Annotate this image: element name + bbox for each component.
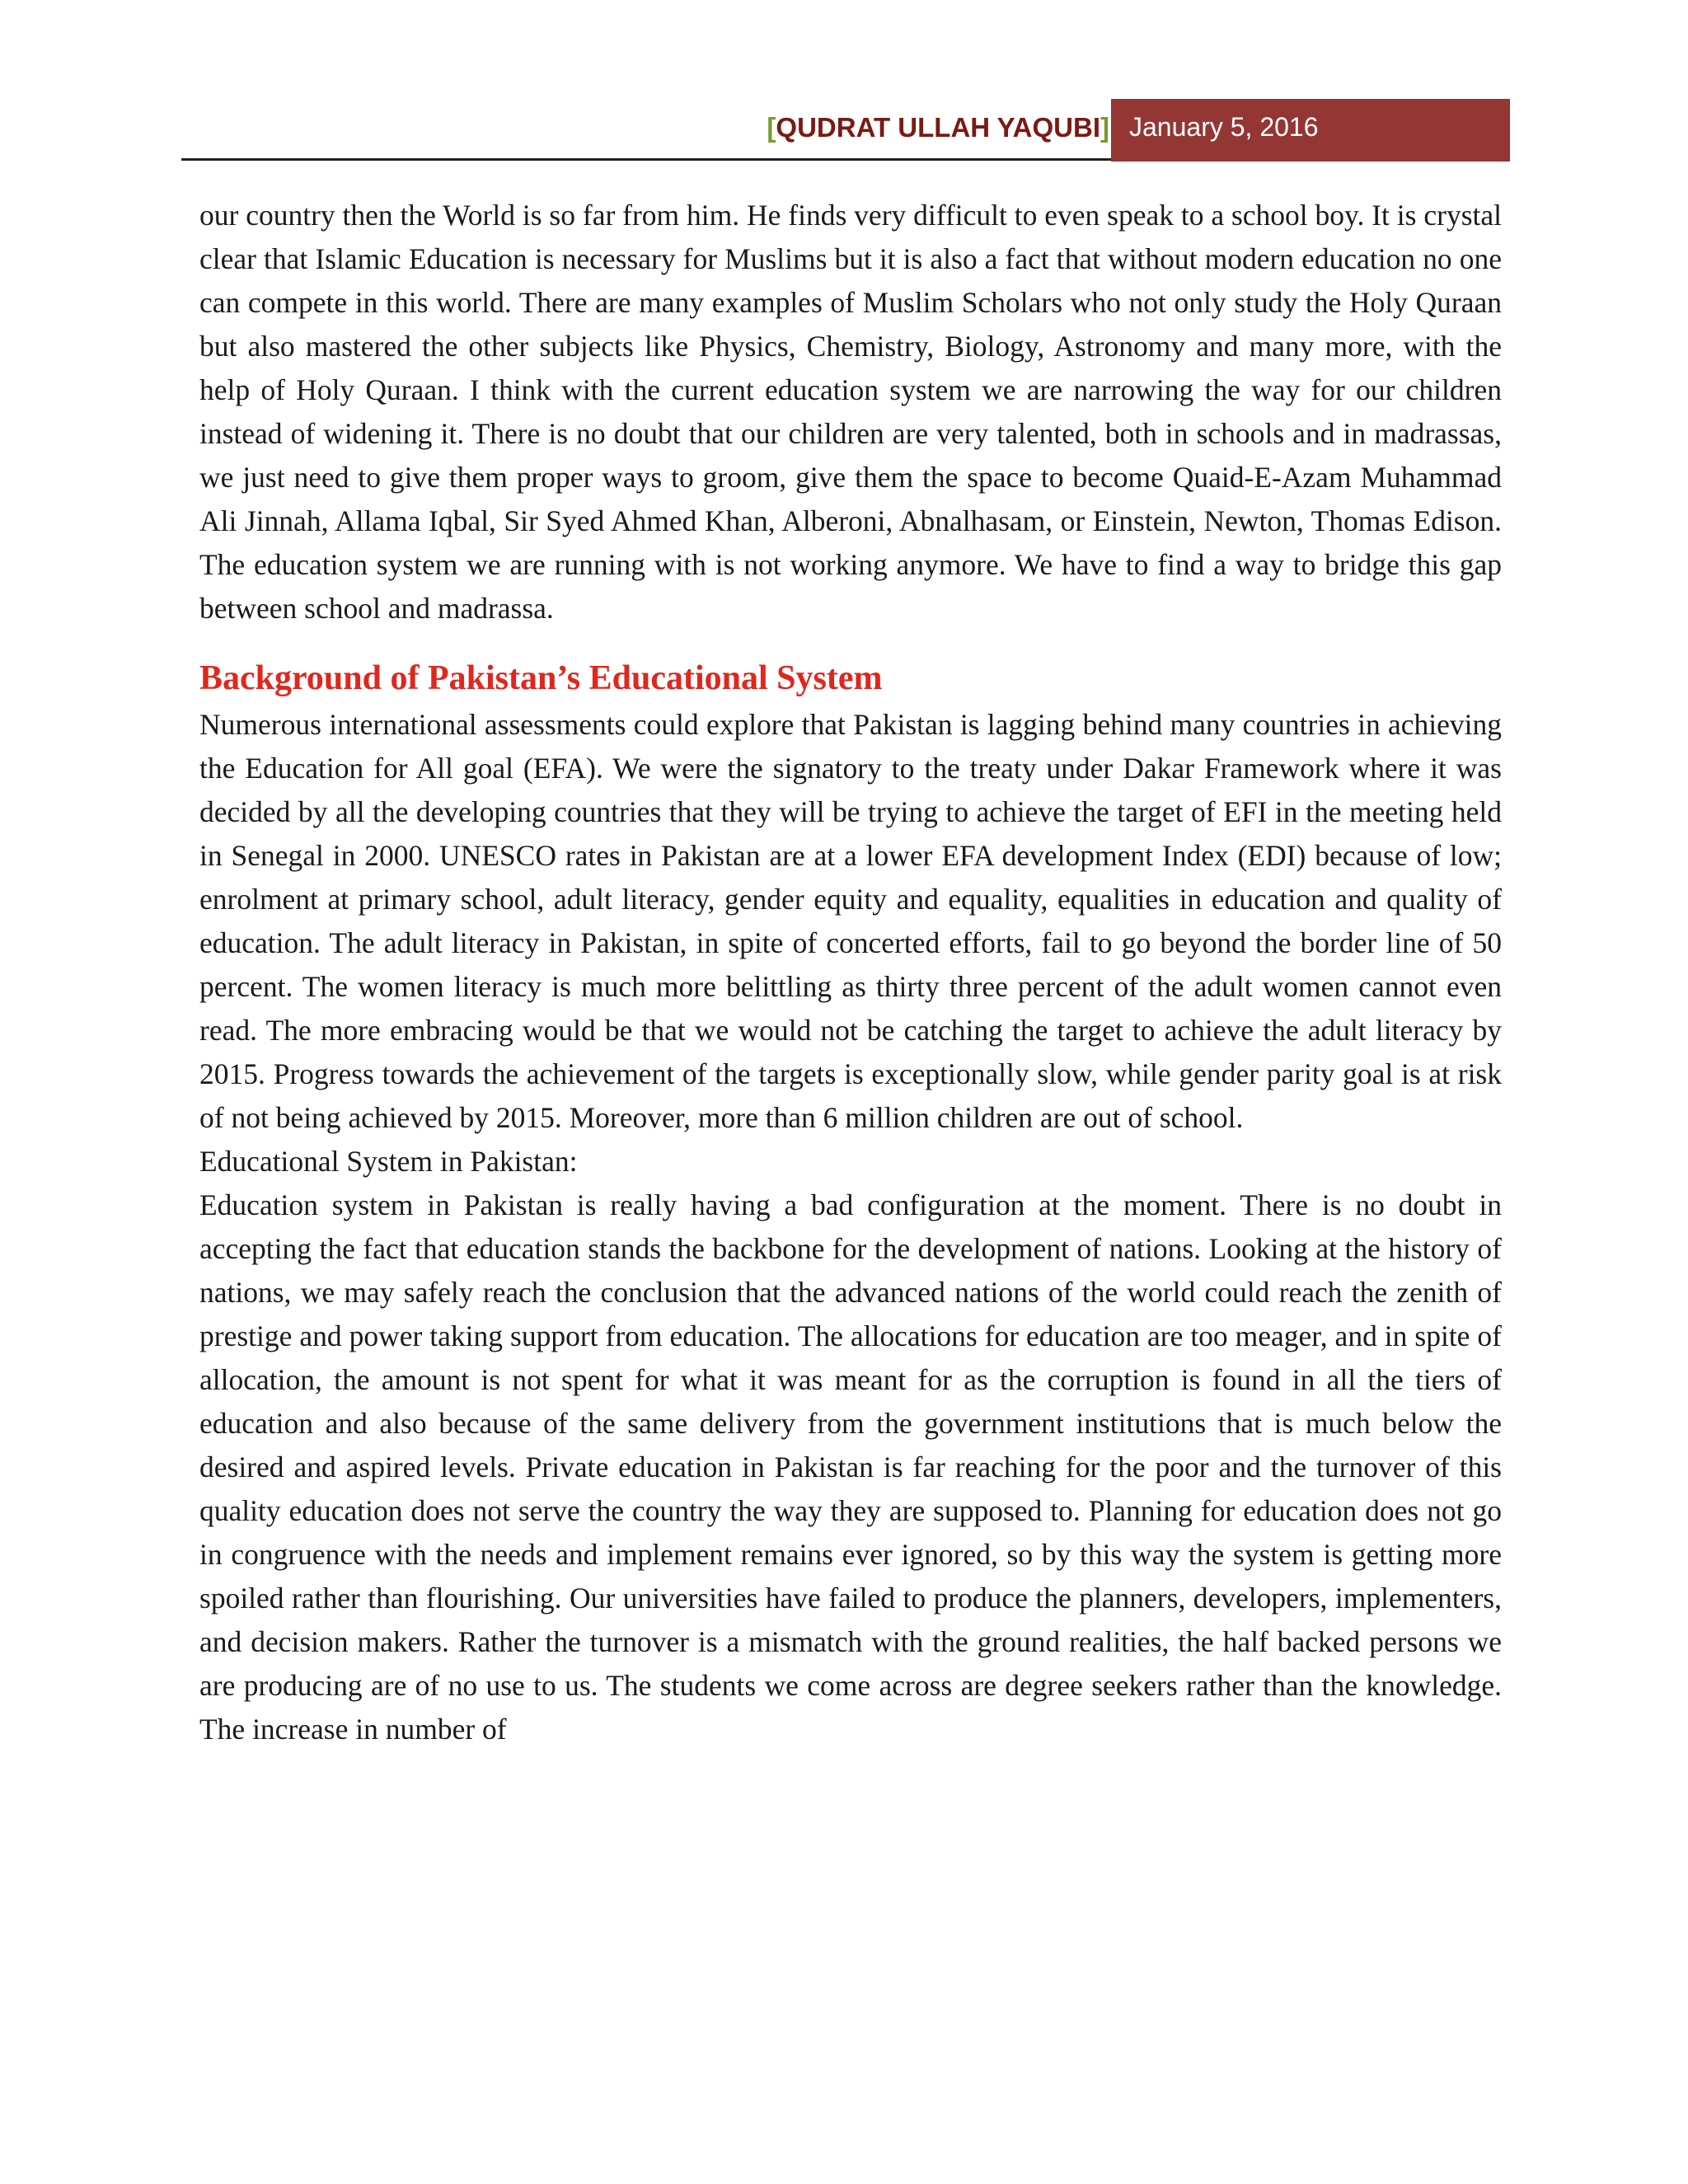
- system-paragraph: Education system in Pakistan is really having a bad configuration at the moment. There is no doubt in accepting the fact that education stands the backbone for the development of nations. Looking at the history of nations, we may safely reach the conclusion that the advanced nations of the world could reach the zenith of prestige and power taking support from education. The allocations for education are too meager, and in spite of allocation, the amount is not spent for what it was meant for as the corruption is found in all the tiers of education and also because of the same delivery from the government institutions that is much below the desired and aspired levels. Private education in Pakistan is far reaching for the poor and the turnover of this quality education does not serve the country the way they are supposed to. Planning for education does not go in congruence with the needs and implement remains ever ignored, so by this way the system is getting more spoiled rather than flourishing. Our universities have failed to produce the planners, developers, implementers, and decision makers. Rather the turnover is a mismatch with the ground realities, the half backed persons we are producing are of no use to us. The students we come across are degree seekers rather than the knowledge. The increase in number of: [199, 1188, 1502, 1746]
- page-header: [181, 99, 1510, 162]
- document-body: [199, 194, 1502, 1751]
- header-rule: [181, 158, 1111, 161]
- header-date-box: [1111, 99, 1510, 162]
- header-date: January 5, 2016: [1129, 112, 1319, 142]
- header-author-text: QUDRAT ULLAH YAQUBI: [776, 112, 1100, 143]
- header-author-name: [767, 112, 1109, 143]
- header-bracket-close: ]: [1100, 112, 1109, 143]
- intro-paragraph: our country then the World is so far from him. He finds very difficult to even speak to a school boy. It is crystal clear that Islamic Education is necessary for Muslims but it is also a fact that without modern education no one can compete in this world. There are many examples of Muslim Scholars who not only study the Holy Quraan but also mastered the other subjects like Physics, Chemistry, Biology, Astronomy and many more, with the help of Holy Quraan. I think with the current education system we are narrowing the way for our children instead of widening it. There is no doubt that our children are very talented, both in schools and in madrassas, we just need to give them proper ways to groom, give them the space to become Quaid-E-Azam Muhammad Ali Jinnah, Allama Iqbal, Sir Syed Ahmed Khan, Alberoni, Abnalhasam, or Einstein, Newton, Thomas Edison. The education system we are running with is not working anymore. We have to find a way to bridge this gap between school and madrassa.: [199, 199, 1502, 625]
- subheading: Educational System in Pakistan:: [199, 1145, 578, 1178]
- section-heading: Background of Pakistan’s Educational System: [199, 659, 883, 697]
- header-bracket-open: [: [767, 112, 776, 143]
- background-paragraph: Numerous international assessments could explore that Pakistan is lagging behind many countries in achieving the Education for All goal (EFA). We were the signatory to the treaty under Dakar Framework where it was decided by all the developing countries that they will be trying to achieve the target of EFI in the meeting held in Senegal in 2000. UNESCO rates in Pakistan are at a lower EFA development Index (EDI) because of low; enrolment at primary school, adult literacy, gender equity and equality, equalities in education and quality of education. The adult literacy in Pakistan, in spite of concerted efforts, fail to go beyond the border line of 50 percent. The women literacy is much more belittling as thirty three percent of the adult women cannot even read. The more embracing would be that we would not be catching the target to achieve the adult literacy by 2015. Progress towards the achievement of the targets is exceptionally slow, while gender parity goal is at risk of not being achieved by 2015. Moreover, more than 6 million children are out of school.: [199, 708, 1502, 1134]
